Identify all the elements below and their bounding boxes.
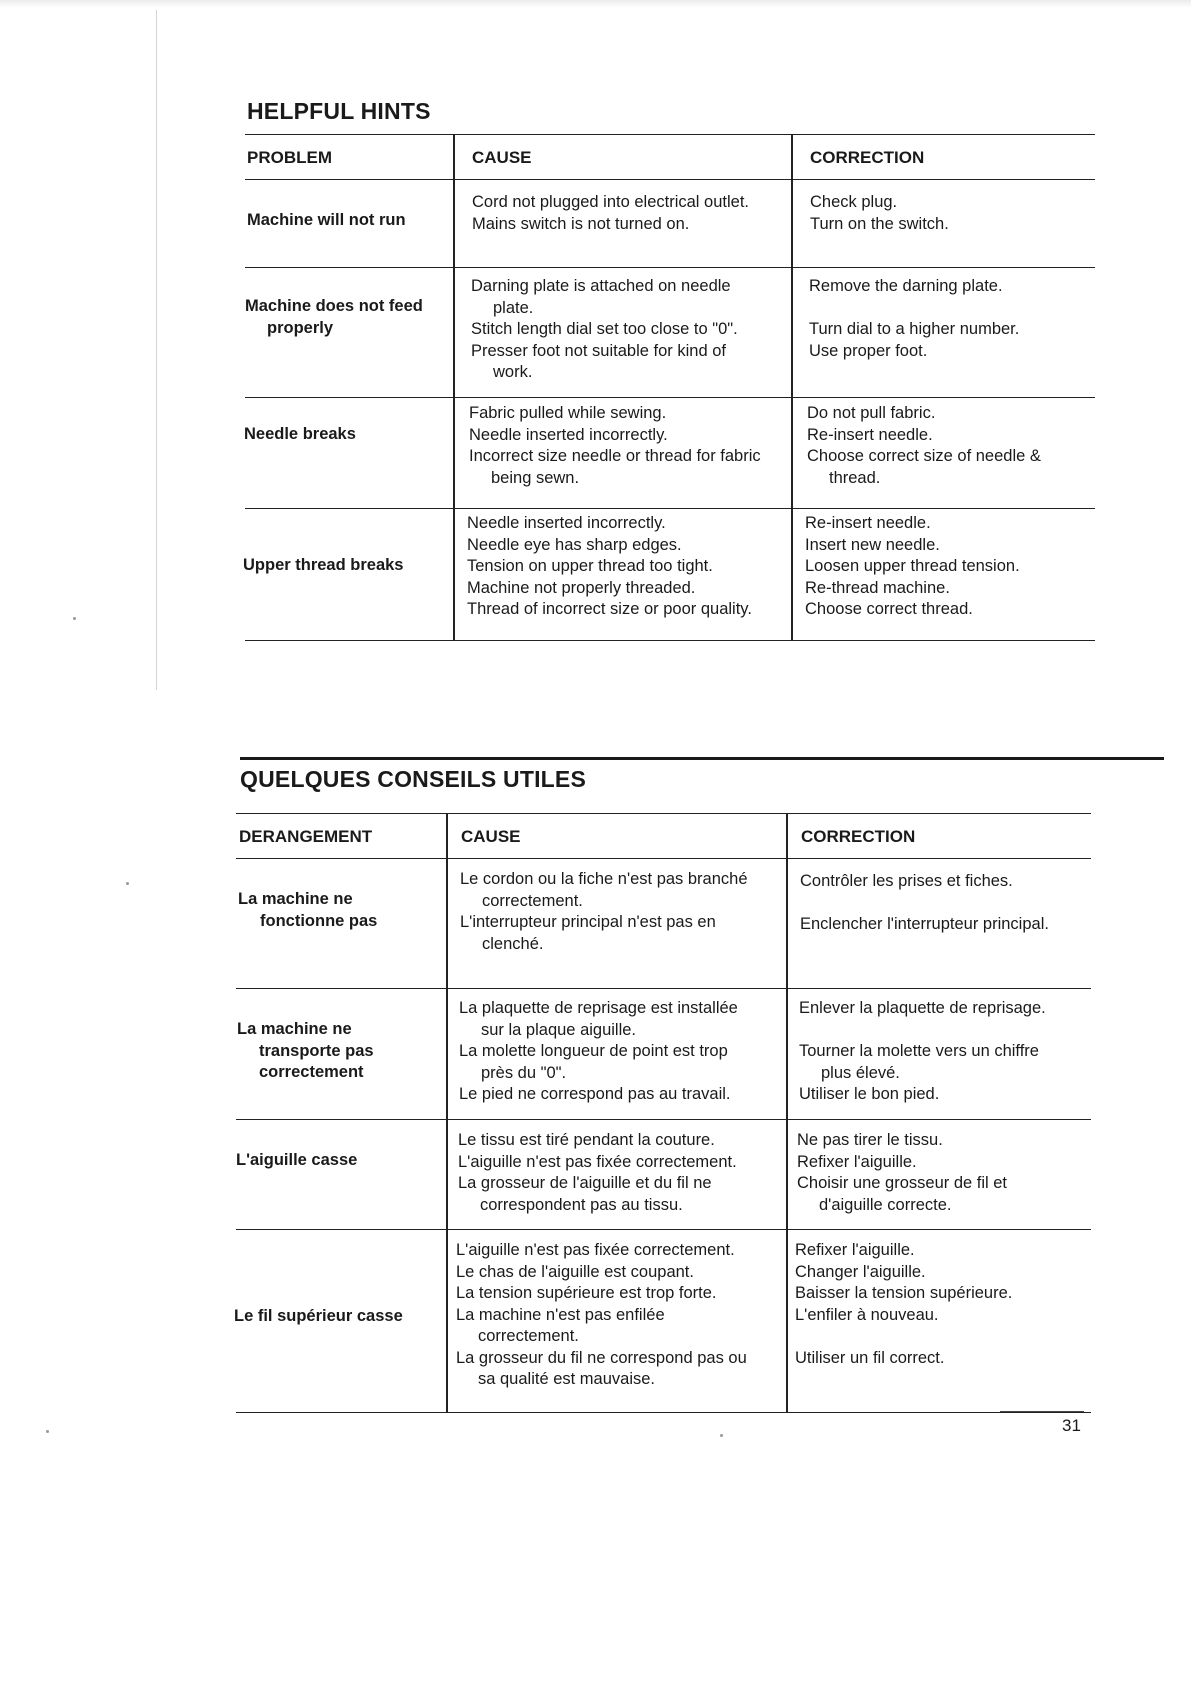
problem-line: transporte pas	[259, 1041, 374, 1060]
text-line: Needle inserted incorrectly.	[467, 514, 666, 532]
correction-cell	[809, 276, 1019, 362]
problem-cell	[237, 1019, 374, 1084]
cause-cell	[458, 1130, 737, 1216]
problem-line: Le fil supérieur casse	[234, 1307, 403, 1325]
column-divider	[791, 135, 793, 179]
text-line: Do not pull fabric.	[807, 404, 936, 422]
text-line: Enlever la plaquette de reprisage.	[799, 999, 1046, 1017]
text-line: Stitch length dial set too close to "0".	[471, 320, 738, 338]
table-row	[236, 1230, 1091, 1413]
column-divider	[446, 814, 448, 858]
header-correction: CORRECTION	[810, 148, 925, 167]
helpful-hints-title: HELPFUL HINTS	[247, 98, 431, 124]
text-line: being sewn.	[491, 468, 580, 487]
cause-cell	[456, 1240, 747, 1391]
cause-cell	[467, 513, 752, 621]
problem-line: properly	[267, 318, 334, 337]
text-line: Fabric pulled while sewing.	[469, 404, 667, 422]
page-number-rule	[1000, 1411, 1084, 1412]
scan-speck	[720, 1434, 723, 1437]
text-line: sur la plaque aiguille.	[481, 1020, 637, 1039]
correction-cell	[797, 1130, 1007, 1216]
header-cause: CAUSE	[461, 827, 521, 846]
problem-cell	[238, 889, 377, 932]
text-line: d'aiguille correcte.	[819, 1195, 952, 1214]
table-row	[245, 509, 1095, 641]
table-row	[245, 398, 1095, 509]
text-line: Remove the darning plate.	[809, 277, 1003, 295]
text-line: Tourner la molette vers un chiffre	[799, 1042, 1039, 1060]
text-line: Utiliser un fil correct.	[795, 1348, 945, 1367]
problem-cell	[247, 210, 406, 232]
text-line: Needle inserted incorrectly.	[469, 425, 668, 444]
correction-cell	[799, 998, 1046, 1106]
text-line: Check plug.	[810, 193, 898, 211]
problem-line: Machine will not run	[247, 211, 406, 229]
text-line: Presser foot not suitable for kind of	[471, 341, 726, 360]
text-line: Needle eye has sharp edges.	[467, 535, 682, 554]
scan-speck	[46, 1430, 49, 1433]
text-line: La tension supérieure est trop forte.	[456, 1284, 717, 1302]
table-row	[236, 1120, 1091, 1230]
problem-line: Upper thread breaks	[243, 556, 404, 574]
helpful-hints-section	[247, 98, 431, 125]
text-line: plate.	[493, 298, 534, 317]
correction-cell	[795, 1240, 1012, 1369]
text-line: sa qualité est mauvaise.	[478, 1370, 656, 1388]
correction-cell	[805, 513, 1020, 621]
text-line: Re-thread machine.	[805, 578, 950, 597]
text-line: Contrôler les prises et fiches.	[800, 872, 1013, 890]
text-line: Use proper foot.	[809, 341, 928, 360]
cause-cell	[471, 276, 738, 384]
text-line: La grosseur du fil ne correspond pas ou	[456, 1348, 747, 1367]
text-line: Thread of incorrect size or poor quality.	[467, 600, 752, 618]
text-line: Le tissu est tiré pendant la couture.	[458, 1131, 715, 1149]
text-line: Le chas de l'aiguille est coupant.	[456, 1262, 694, 1281]
text-line: Re-insert needle.	[805, 514, 931, 532]
text-line: thread.	[829, 468, 881, 487]
correction-cell	[807, 403, 1041, 489]
quelques-conseils-title: QUELQUES CONSEILS UTILES	[240, 766, 587, 792]
text-line: L'enfiler à nouveau.	[795, 1305, 939, 1324]
text-line: Turn on the switch.	[810, 214, 949, 233]
text-line: Cord not plugged into electrical outlet.	[472, 193, 750, 211]
text-line: clenché.	[482, 934, 544, 953]
text-line: Refixer l'aiguille.	[797, 1152, 917, 1171]
text-line: plus élevé.	[821, 1063, 900, 1082]
problem-line: L'aiguille casse	[236, 1151, 358, 1169]
table-row	[245, 268, 1095, 398]
text-line: Tension on upper thread too tight.	[467, 557, 713, 575]
section-divider-rule	[240, 757, 1164, 760]
problem-cell	[245, 296, 423, 339]
text-line: Darning plate is attached on needle	[471, 277, 731, 295]
text-line: L'aiguille n'est pas fixée correctement.	[456, 1241, 735, 1259]
text-line: Enclencher l'interrupteur principal.	[800, 915, 1049, 933]
text-line: Choose correct size of needle &	[807, 447, 1041, 465]
text-line: Insert new needle.	[805, 535, 940, 554]
text-line: Ne pas tirer le tissu.	[797, 1131, 943, 1149]
text-line: Le pied ne correspond pas au travail.	[459, 1085, 731, 1103]
column-divider	[453, 135, 455, 179]
page-margin-line	[156, 10, 157, 690]
table-header	[236, 814, 1091, 859]
table-row	[245, 180, 1095, 268]
table-row	[236, 989, 1091, 1120]
text-line: correctement.	[478, 1327, 579, 1345]
problem-line: correctement	[259, 1063, 364, 1081]
text-line: L'aiguille n'est pas fixée correctement.	[458, 1152, 737, 1171]
correction-cell	[810, 192, 949, 235]
problem-line: Machine does not feed	[245, 297, 423, 315]
text-line: Choisir une grosseur de fil et	[797, 1174, 1008, 1192]
table-row	[236, 859, 1091, 989]
text-line: Choose correct thread.	[805, 600, 973, 618]
text-line: Re-insert needle.	[807, 425, 933, 444]
cause-cell	[472, 192, 749, 235]
text-line: work.	[493, 363, 533, 381]
text-line: Machine not properly threaded.	[467, 578, 696, 597]
text-line: La molette longueur de point est trop	[459, 1042, 728, 1060]
cause-cell	[459, 998, 738, 1106]
cause-cell	[469, 403, 761, 489]
text-line: Changer l'aiguille.	[795, 1262, 926, 1281]
column-divider	[786, 814, 788, 858]
text-line: Utiliser le bon pied.	[799, 1085, 940, 1103]
line-gap	[795, 1326, 1012, 1348]
cause-cell	[460, 869, 748, 955]
header-derangement: DERANGEMENT	[239, 827, 373, 846]
text-line: Loosen upper thread tension.	[805, 557, 1020, 575]
text-line: Refixer l'aiguille.	[795, 1241, 915, 1259]
text-line: Incorrect size needle or thread for fabric	[469, 447, 761, 465]
text-line: correctement.	[482, 891, 583, 910]
quelques-conseils-section	[240, 766, 586, 793]
problem-line: La machine ne	[238, 890, 353, 908]
problem-cell	[236, 1150, 357, 1172]
quelques-conseils-table	[236, 813, 1091, 1413]
page-top-edge	[0, 0, 1191, 8]
text-line: Baisser la tension supérieure.	[795, 1284, 1013, 1302]
text-line: correspondent pas au tissu.	[480, 1195, 683, 1214]
line-gap	[799, 1020, 1046, 1042]
text-line: La plaquette de reprisage est installée	[459, 999, 738, 1017]
problem-line: La machine ne	[237, 1020, 352, 1038]
scan-speck	[73, 617, 76, 620]
header-cause: CAUSE	[472, 148, 532, 167]
text-line: Le cordon ou la fiche n'est pas branché	[460, 870, 748, 888]
correction-cell	[800, 871, 1049, 936]
problem-cell	[244, 424, 356, 446]
line-gap	[800, 893, 1049, 915]
scan-speck	[126, 882, 129, 885]
problem-line: Needle breaks	[244, 425, 356, 443]
table-header	[245, 135, 1095, 180]
header-problem: PROBLEM	[247, 148, 332, 167]
text-line: La grosseur de l'aiguille et du fil ne	[458, 1174, 712, 1192]
text-line: L'interrupteur principal n'est pas en	[460, 913, 716, 931]
text-line: La machine n'est pas enfilée	[456, 1305, 665, 1324]
helpful-hints-table	[245, 134, 1095, 641]
text-line: près du "0".	[481, 1063, 567, 1082]
problem-cell	[234, 1306, 403, 1328]
page-number: 31	[1062, 1416, 1081, 1435]
header-correction: CORRECTION	[801, 827, 916, 846]
problem-cell	[243, 555, 403, 577]
text-line: Turn dial to a higher number.	[809, 320, 1020, 338]
line-gap	[809, 298, 1019, 320]
problem-line: fonctionne pas	[260, 911, 378, 930]
text-line: Mains switch is not turned on.	[472, 214, 690, 233]
